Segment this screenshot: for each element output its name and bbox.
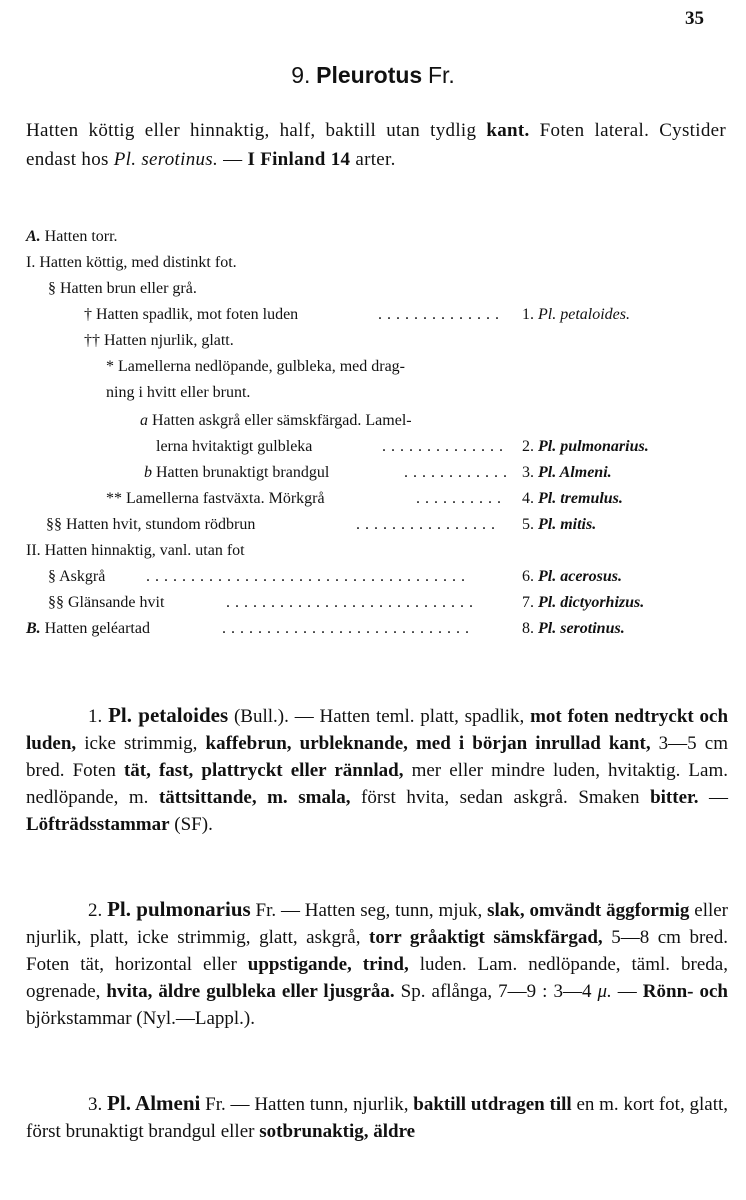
key-result-species: Pl. serotinus.: [538, 620, 625, 637]
species-text: —: [698, 787, 728, 808]
species-text: björkstammar (Nyl.—Lappl.).: [26, 1008, 256, 1029]
species-bold-text: uppstigande, trind,: [247, 954, 409, 975]
key-label: ††: [84, 332, 100, 349]
key-label: B.: [26, 620, 41, 637]
key-text: Hatten spadlik, mot foten luden: [96, 306, 299, 323]
key-row: [26, 616, 726, 642]
key-result-species: Pl. Almeni.: [538, 464, 612, 481]
species-text: luden. Lam. nedlöpande, täml. breda, ogrenade,: [26, 954, 728, 1002]
species-text: mer eller mindre luden, hvitaktig. Lam. nedlöpande, m.: [26, 760, 728, 808]
key-label: §: [48, 568, 56, 585]
key-row: [26, 276, 726, 302]
key-text: Lamellerna nedlöpande, gulbleka, med drag-: [118, 358, 405, 375]
key-result-species: Pl. mitis.: [538, 516, 597, 533]
species-bold-text: baktill utdragen till: [413, 1094, 572, 1115]
species-text: —: [611, 981, 643, 1002]
species-name: Pl. pulmonarius: [107, 897, 251, 921]
genus-number: 9.: [291, 62, 311, 88]
key-label: b: [144, 464, 152, 481]
species-name: Pl. petaloides: [108, 703, 229, 727]
intro-bold-finland: I Finland 14: [247, 149, 351, 170]
key-result-number: 8.: [522, 620, 534, 637]
species-text: 3—5 cm bred. Foten: [26, 733, 728, 781]
key-text: Hatten brunaktigt brandgul: [156, 464, 330, 481]
dot-leader: ............: [404, 464, 512, 481]
species-number: 2.: [88, 900, 103, 921]
intro-italic-serotinus: Pl. serotinus.: [113, 149, 219, 170]
species-bold-text: omvändt äggformig: [529, 900, 690, 921]
key-row: [26, 380, 726, 406]
species-bold-text: tät, fast, plattryckt eller rännlad,: [123, 760, 404, 781]
species-name: Pl. Almeni: [107, 1091, 201, 1115]
species-entry-petaloides: [26, 702, 728, 838]
key-text: lerna hvitaktigt gulbleka: [156, 438, 313, 455]
species-bold-text: Rönn- och: [642, 981, 728, 1002]
key-text: Hatten geléartad: [44, 620, 150, 637]
species-number: 3.: [88, 1094, 103, 1115]
key-result-species: Pl. dictyorhizus.: [538, 594, 645, 611]
key-row: [26, 564, 726, 590]
key-text: Hatten hvit, stundom rödbrun: [66, 516, 256, 533]
key-text: Askgrå: [59, 568, 106, 585]
key-result-species: Pl. tremulus.: [538, 490, 623, 507]
species-author: (Bull.).: [233, 706, 289, 727]
key-result-number: 5.: [522, 516, 534, 533]
species-text: — Hatten seg, tunn, mjuk,: [276, 900, 488, 921]
key-label: **: [106, 490, 122, 507]
species-text: 5—8 cm bred. Foten tät, horizontal eller: [26, 927, 728, 975]
micron-symbol: μ.: [597, 981, 612, 1002]
genus-heading: [0, 62, 746, 89]
genus-name: Pleurotus: [316, 62, 423, 88]
key-result-number: 3.: [522, 464, 534, 481]
key-result-species: Pl. pulmonarius.: [538, 438, 649, 455]
key-result-number: 1.: [522, 306, 534, 323]
intro-text-4: arter.: [350, 149, 396, 170]
key-text: Hatten köttig, med distinkt fot.: [39, 254, 237, 271]
key-label: II.: [26, 542, 41, 559]
species-entry-almeni: [26, 1090, 728, 1145]
key-text: Hatten askgrå eller sämskfärgad. Lamel-: [152, 412, 412, 429]
species-bold-text: torr gråaktigt sämskfärgad,: [369, 927, 603, 948]
species-bold-text: hvita, äldre gulbleka eller ljusgråa.: [106, 981, 395, 1002]
species-text: icke strimmig,: [76, 733, 206, 754]
key-row: [26, 224, 726, 250]
key-text: ning i hvitt eller brunt.: [106, 384, 251, 401]
key-text: Hatten hinnaktig, vanl. utan fot: [44, 542, 245, 559]
species-entry-pulmonarius: [26, 896, 728, 1032]
intro-text-3: —: [218, 149, 248, 170]
key-label: §§: [48, 594, 64, 611]
key-label: a: [140, 412, 148, 429]
key-text: Hatten torr.: [44, 228, 118, 245]
genus-author: Fr.: [427, 62, 455, 88]
dot-leader: ................: [356, 516, 500, 533]
key-row: [26, 590, 726, 616]
key-label: §§: [46, 516, 62, 533]
species-bold-text: mot foten nedtryckt och luden,: [26, 706, 729, 754]
dot-leader: ..........: [416, 490, 506, 507]
key-label: §: [48, 280, 56, 297]
key-result-number: 2.: [522, 438, 534, 455]
key-label: †: [84, 306, 92, 323]
key-row: [26, 460, 726, 486]
species-author: Fr.: [255, 900, 277, 921]
species-number: 1.: [88, 706, 103, 727]
key-result-number: 6.: [522, 568, 534, 585]
species-bold-text: bitter.: [650, 787, 699, 808]
key-text: Lamellerna fastväxta. Mörkgrå: [126, 490, 325, 507]
key-row: [26, 250, 726, 276]
species-author: Fr.: [205, 1094, 226, 1115]
key-row: [26, 434, 726, 460]
species-bold-text: tättsittande, m. smala,: [158, 787, 351, 808]
genus-description: [26, 116, 726, 174]
key-label: I.: [26, 254, 36, 271]
species-text: (SF).: [169, 814, 213, 835]
dot-leader: ............................: [226, 594, 478, 611]
key-result-number: 7.: [522, 594, 534, 611]
key-result-species: Pl. acerosus.: [538, 568, 622, 585]
intro-text-2: Foten lateral. Cystider endast hos: [26, 120, 726, 170]
key-text: Hatten njurlik, glatt.: [104, 332, 234, 349]
key-row: [26, 302, 726, 328]
species-bold-text: sotbrunaktig, äldre: [259, 1121, 416, 1142]
species-text: Sp. aflånga, 7—9 : 3—4: [394, 981, 598, 1002]
key-row: [26, 354, 726, 380]
key-result-number: 4.: [522, 490, 534, 507]
key-label: *: [106, 358, 114, 375]
key-row: [26, 538, 726, 564]
species-text: en m. kort fot, glatt, först brunaktigt brandgul eller: [26, 1094, 728, 1142]
dot-leader: ..............: [382, 438, 508, 455]
species-text: — Hatten teml. platt, spadlik,: [288, 706, 531, 727]
key-text: Glänsande hvit: [68, 594, 165, 611]
species-text: eller njurlik, platt, icke strimmig, glatt, askgrå,: [26, 900, 729, 948]
key-result-species: Pl. petaloides.: [538, 306, 630, 323]
key-text: Hatten brun eller grå.: [60, 280, 197, 297]
page-number: 35: [685, 8, 704, 29]
species-bold-text: slak,: [487, 900, 525, 921]
dot-leader: ............................: [222, 620, 474, 637]
key-row: [26, 512, 726, 538]
intro-text-1: Hatten köttig eller hinnaktig, half, baktill utan tydlig: [26, 120, 487, 141]
key-row: [26, 328, 726, 354]
key-row: [26, 408, 726, 434]
dot-leader: ..............: [378, 306, 504, 323]
key-label: A.: [26, 228, 41, 245]
species-text: — Hatten tunn, njurlik,: [225, 1094, 414, 1115]
species-bold-text: kaffebrun, urbleknande, med i början inrullad kant,: [205, 733, 651, 754]
dot-leader: ....................................: [146, 568, 470, 585]
key-row: [26, 486, 726, 512]
species-bold-text: Löfträdsstammar: [26, 814, 170, 835]
intro-bold-kant: kant.: [486, 120, 530, 141]
species-text: först hvita, sedan askgrå. Smaken: [350, 787, 651, 808]
